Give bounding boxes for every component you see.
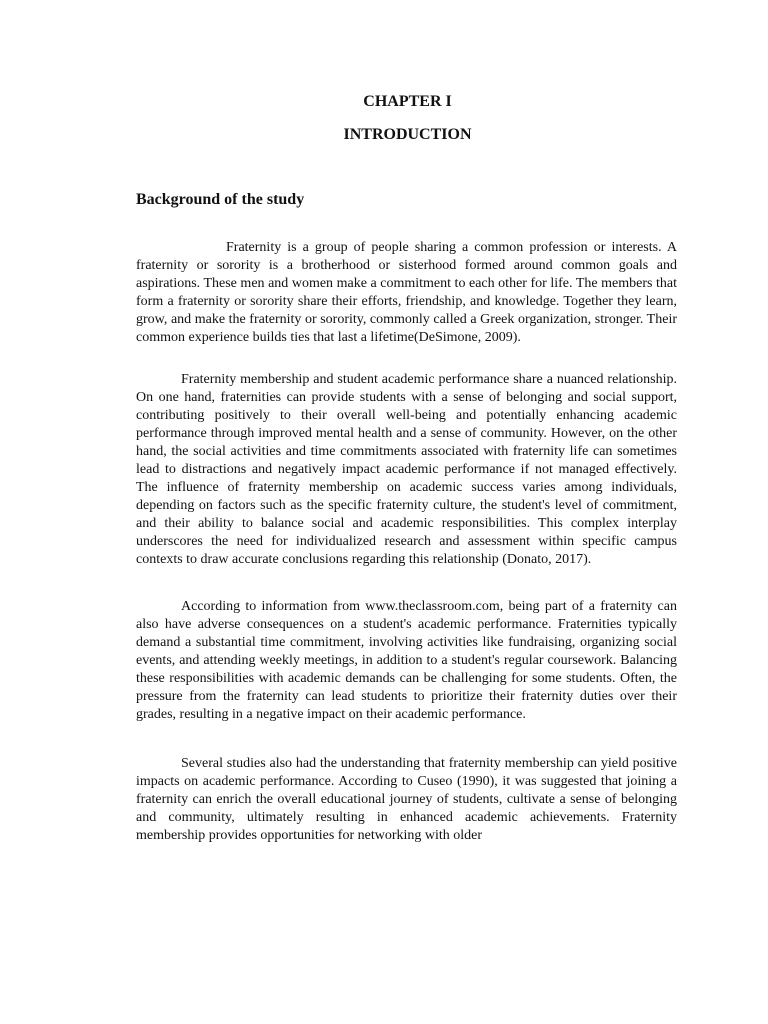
section-heading: Background of the study: [136, 191, 305, 208]
paragraph-1: Fraternity is a group of people sharing a common profession or interests. A fraternity or sorority is a brotherhood or sisterhood formed around common goals and aspirations. These men and women make a commitment to each other for life. The members that form a fraternity or sorority share their efforts, friendship, and knowledge. Together they learn, grow, and make the fraternity or sorority, commonly called a Greek organization, stronger. Their common experience builds ties that last a lifetime(DeSimone, 2009).: [136, 240, 677, 345]
paragraph-4: Several studies also had the understanding that fraternity membership can yield positive impacts on academic performance. According to Cuseo (1990), it was suggested that joining a fraternity can enrich the overall educational journey of students, cultivate a sense of belonging and community, ultimately resulting in enhanced academic achievements. Fraternity membership provides opportunities for networking with older: [136, 756, 677, 843]
chapter-number: CHAPTER I: [363, 93, 452, 110]
chapter-title: INTRODUCTION: [343, 126, 472, 143]
page-content: [136, 92, 677, 845]
paragraph-3: According to information from www.theclassroom.com, being part of a fraternity can also have adverse consequences on a student's academic performance. Fraternities typically demand a substantial time commitment, involving activities like fundraising, organizing social events, and attending weekly meetings, in addition to a student's regular coursework. Balancing these responsibilities with academic demands can be challenging for some students. Often, the pressure from the fraternity can lead students to prioritize their fraternity duties over their grades, resulting in a negative impact on their academic performance.: [136, 599, 677, 722]
paragraph-2: Fraternity membership and student academic performance share a nuanced relationship. On one hand, fraternities can provide students with a sense of belonging and social support, contributing positively to their overall well-being and potentially enhancing academic performance through improved mental health and a sense of community. However, on the other hand, the social activities and time commitments associated with fraternity life can sometimes lead to distractions and negatively impact academic performance if not managed effectively. The influence of fraternity membership on academic success varies among individuals, depending on factors such as the specific fraternity culture, the student's level of commitment, and their ability to balance social and academic responsibilities. This complex interplay underscores the need for individualized research and assessment within specific campus contexts to draw accurate conclusions regarding this relationship (Donato, 2017).: [136, 372, 677, 567]
